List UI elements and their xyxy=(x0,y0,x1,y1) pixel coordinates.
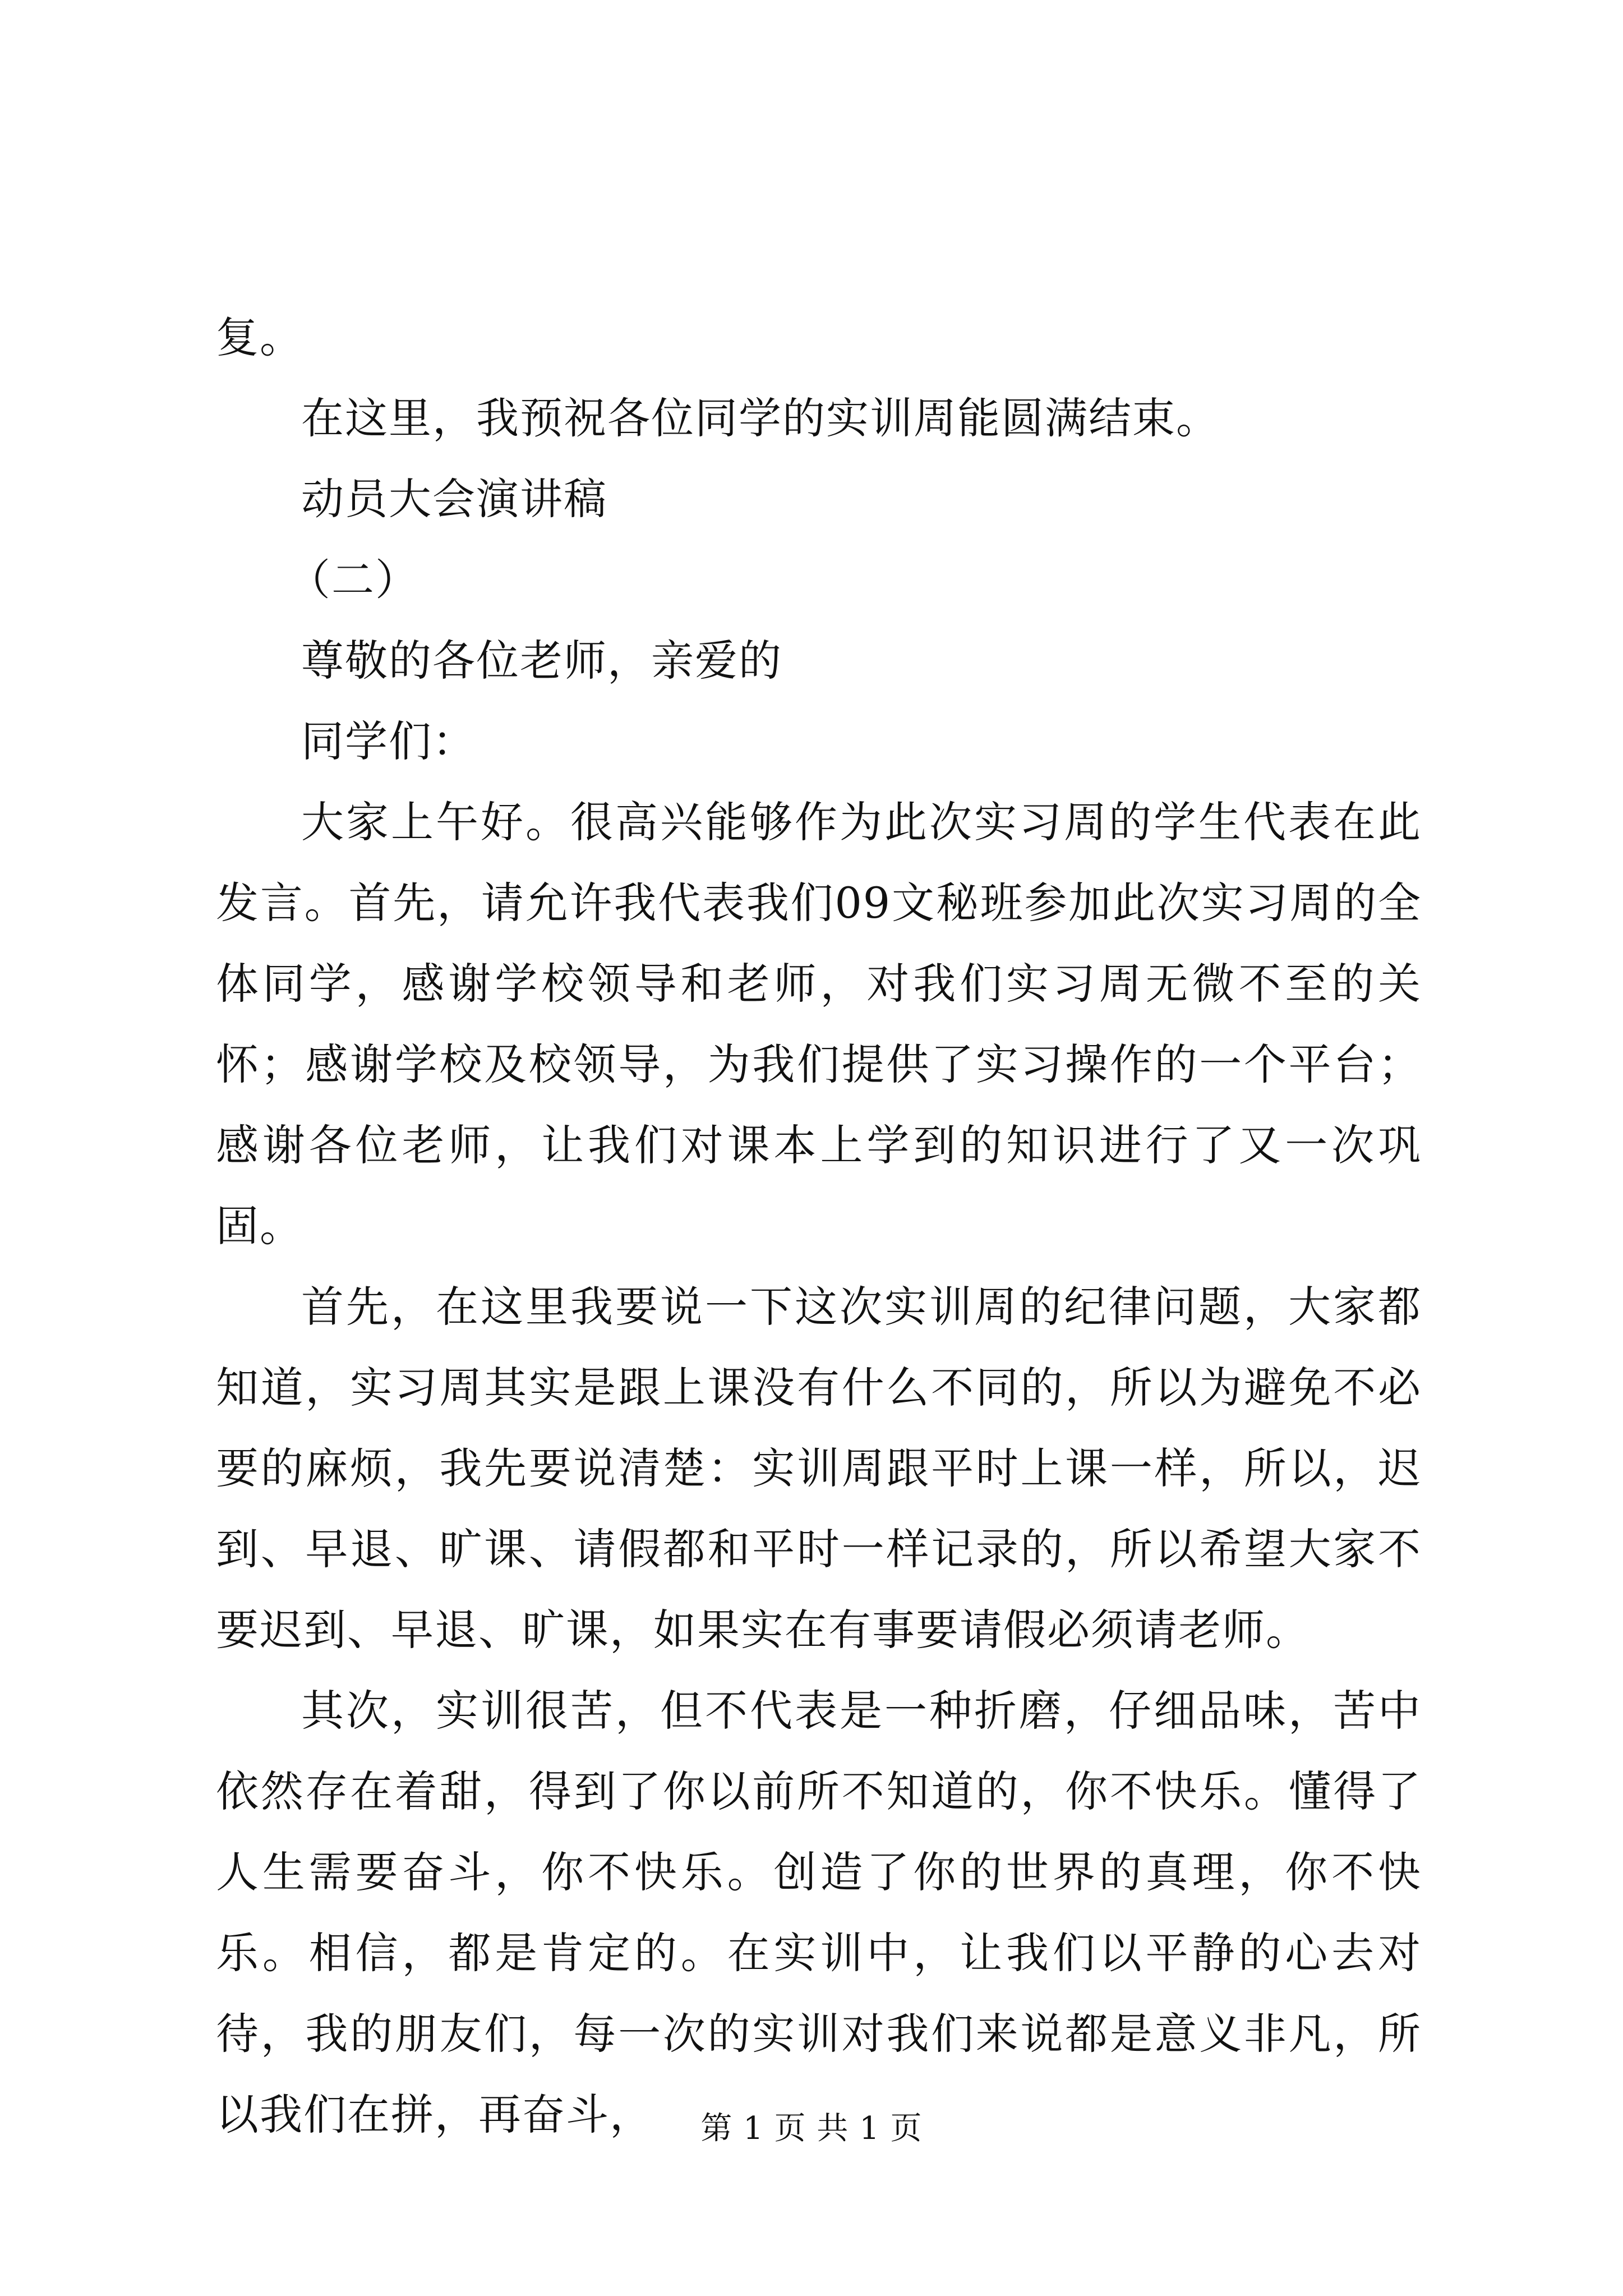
salutation-line-2: 同学们： xyxy=(301,716,476,766)
page-footer: 第 1 页 共 1 页 xyxy=(700,2110,923,2147)
paragraph-wish: 在这里，我预祝各位同学的实训周能圆满结束。 xyxy=(301,393,1220,443)
section-number: （二） xyxy=(288,555,419,605)
document-body xyxy=(216,297,1422,2155)
paragraph-greeting: 大家上午好。很高兴能够作为此次实习周的学生代表在此发言。首先，请允许我代表我们09文秘班参加此次实习周的全体同学，感谢学校领导和老师，对我们实习周无微不至的关怀；感谢学校及校领导，为我们提供了实习操作的一个平台；感谢各位老师，让我们对课本上学到的知识进行了又一次巩固。 xyxy=(216,797,1422,1251)
section-title: 动员大会演讲稿 xyxy=(301,474,607,524)
salutation-line-1: 尊敬的各位老师，亲爱的 xyxy=(301,636,782,685)
paragraph-hardship: 其次，实训很苦，但不代表是一种折磨，仔细品味，苦中依然存在着甜，得到了你以前所不知道的，你不快乐。懂得了人生需要奋斗，你不快乐。创造了你的世界的真理，你不快乐。相信，都是肯定的。在实训中，让我们以平静的心去对待，我的朋友们，每一次的实训对我们来说都是意义非凡，所以我们在拼，再奋斗， xyxy=(216,1686,1422,2139)
paragraph-discipline: 首先，在这里我要说一下这次实训周的纪律问题，大家都知道，实习周其实是跟上课没有什么不同的，所以为避免不必要的麻烦，我先要说清楚：实训周跟平时上课一样，所以，迟到、早退、旷课、请假都和平时一样记录的，所以希望大家不要迟到、早退、旷课，如果实在有事要请假必须请老师。 xyxy=(216,1282,1422,1655)
paragraph-continuation: 复。 xyxy=(216,312,303,362)
